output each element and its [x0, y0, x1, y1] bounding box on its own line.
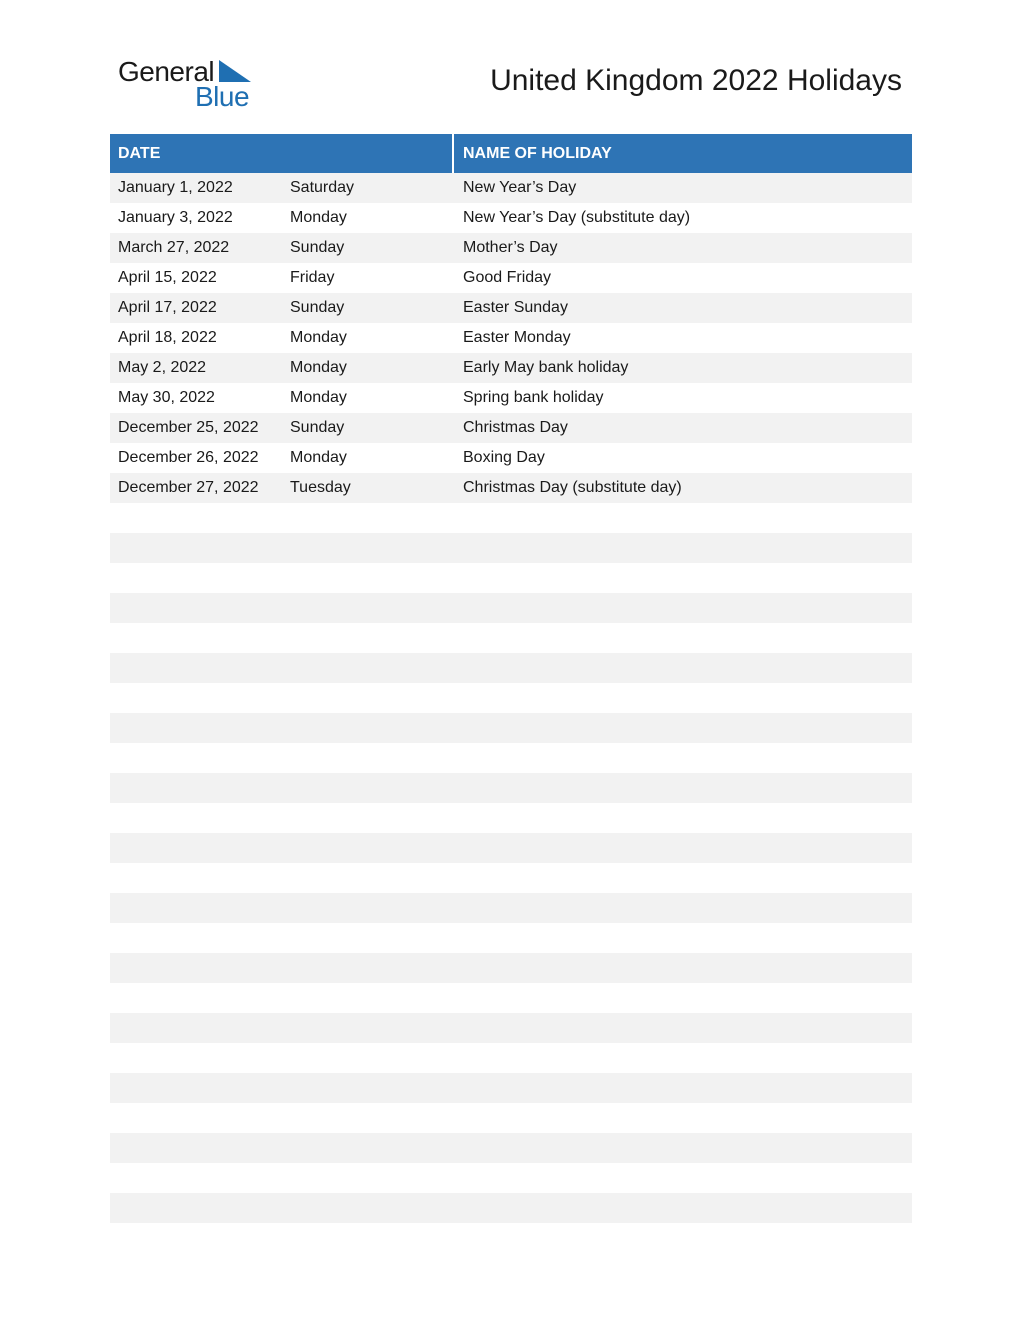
- row-holiday-name: Early May bank holiday: [463, 359, 629, 376]
- row-date: May 30, 2022: [118, 389, 215, 406]
- triangle-icon: [219, 60, 251, 82]
- table-row: [110, 533, 912, 563]
- row-date: May 2, 2022: [118, 359, 207, 376]
- table-row: [110, 833, 912, 863]
- table-row: [110, 803, 912, 833]
- row-weekday: Sunday: [290, 419, 345, 436]
- row-weekday: Monday: [290, 359, 347, 376]
- table-row: [110, 323, 912, 353]
- row-date: December 27, 2022: [118, 479, 259, 496]
- table-row: [110, 293, 912, 323]
- table-row: [110, 683, 912, 713]
- table-row: [110, 893, 912, 923]
- row-weekday: Saturday: [290, 179, 355, 196]
- table-row: [110, 443, 912, 473]
- row-weekday: Tuesday: [290, 479, 351, 496]
- row-weekday: Monday: [290, 329, 347, 346]
- table-row: [110, 263, 912, 293]
- row-weekday: Monday: [290, 449, 347, 466]
- row-holiday-name: New Year’s Day (substitute day): [463, 209, 691, 226]
- table-row: [110, 863, 912, 893]
- row-holiday-name: Christmas Day (substitute day): [463, 479, 682, 496]
- header-date: DATE: [110, 134, 454, 173]
- logo-text-blue: Blue: [195, 81, 250, 112]
- row-weekday: Sunday: [290, 239, 345, 256]
- page-title: United Kingdom 2022 Holidays: [490, 64, 902, 97]
- row-holiday-name: Spring bank holiday: [463, 389, 604, 406]
- table-row: [110, 593, 912, 623]
- row-date: April 15, 2022: [118, 269, 217, 286]
- table-row: [110, 773, 912, 803]
- table-row: [110, 1163, 912, 1193]
- row-holiday-name: Easter Sunday: [463, 299, 568, 316]
- table-row: [110, 653, 912, 683]
- header-holiday-name: NAME OF HOLIDAY: [463, 144, 612, 162]
- table-header: [110, 134, 912, 173]
- row-weekday: Monday: [290, 389, 347, 406]
- table-row: [110, 1013, 912, 1043]
- row-date: December 26, 2022: [118, 449, 259, 466]
- row-holiday-name: Christmas Day: [463, 419, 568, 436]
- table-row: [110, 563, 912, 593]
- row-weekday: Sunday: [290, 299, 345, 316]
- table-row: [110, 743, 912, 773]
- logo: [118, 56, 258, 112]
- table-row: [110, 413, 912, 443]
- table-body: [110, 173, 912, 1223]
- table-row: [110, 473, 912, 503]
- table-row: [110, 203, 912, 233]
- row-holiday-name: Easter Monday: [463, 329, 571, 346]
- table-row: [110, 713, 912, 743]
- row-weekday: Friday: [290, 269, 335, 286]
- row-weekday: Monday: [290, 209, 347, 226]
- row-holiday-name: Mother’s Day: [463, 239, 558, 256]
- table-row: [110, 1073, 912, 1103]
- table-row: [110, 383, 912, 413]
- row-date: December 25, 2022: [118, 419, 259, 436]
- table-row: [110, 353, 912, 383]
- table-row: [110, 953, 912, 983]
- table-row: [110, 983, 912, 1013]
- row-date: January 3, 2022: [118, 209, 233, 226]
- row-date: January 1, 2022: [118, 179, 233, 196]
- table-row: [110, 503, 912, 533]
- table-row: [110, 233, 912, 263]
- row-date: April 17, 2022: [118, 299, 217, 316]
- row-holiday-name: New Year’s Day: [463, 179, 577, 196]
- row-date: March 27, 2022: [118, 239, 230, 256]
- logo-text-general: General: [118, 56, 215, 87]
- holiday-table: [110, 134, 912, 1223]
- table-row: [110, 173, 912, 203]
- table-row: [110, 623, 912, 653]
- table-row: [110, 1133, 912, 1163]
- table-row: [110, 923, 912, 953]
- row-holiday-name: Boxing Day: [463, 449, 545, 466]
- table-row: [110, 1193, 912, 1223]
- table-row: [110, 1103, 912, 1133]
- row-holiday-name: Good Friday: [463, 269, 552, 286]
- table-row: [110, 1043, 912, 1073]
- row-date: April 18, 2022: [118, 329, 217, 346]
